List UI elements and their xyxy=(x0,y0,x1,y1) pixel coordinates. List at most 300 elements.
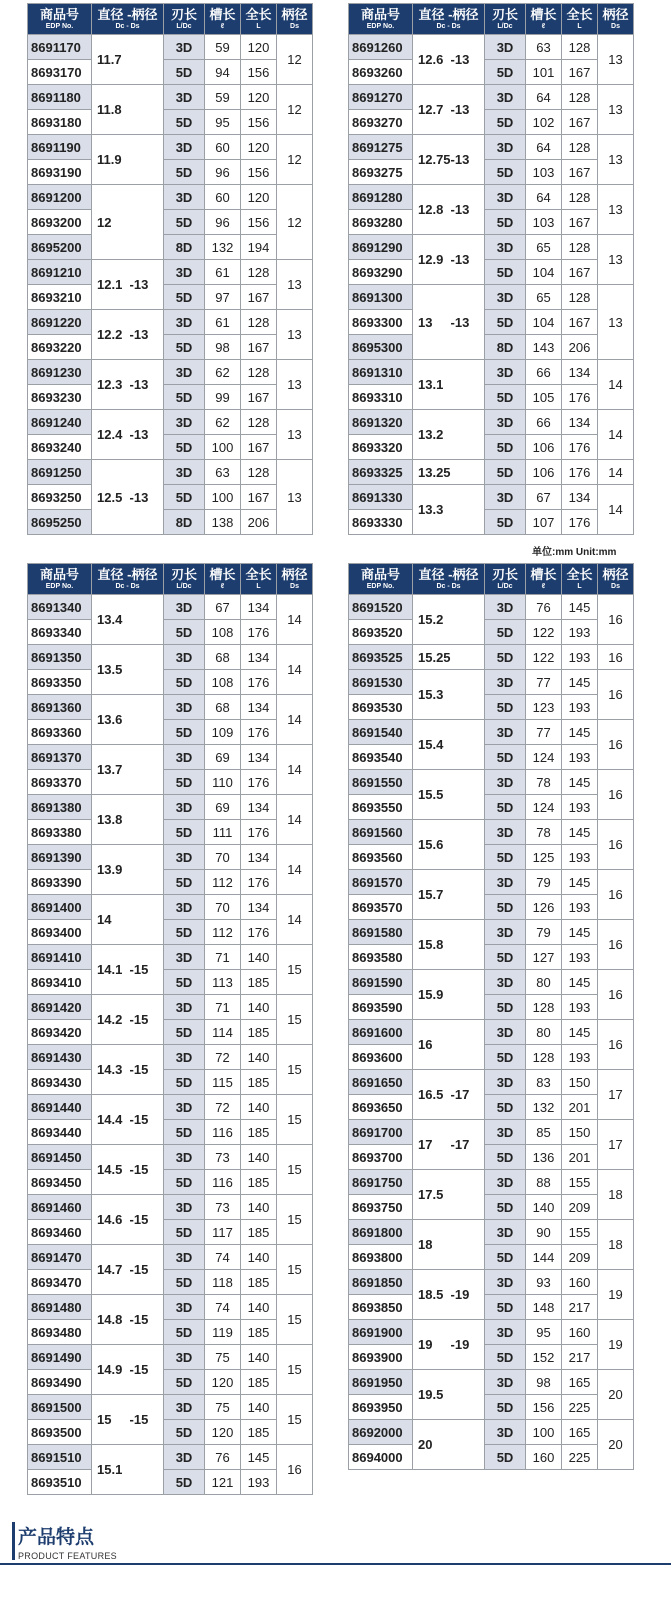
edp-number: 8693410 xyxy=(28,970,92,995)
column-header xyxy=(205,564,241,595)
table-row xyxy=(349,945,634,970)
diameter-cell: 13.9 xyxy=(92,845,164,895)
edp-number: 8693210 xyxy=(28,285,92,310)
overall-length: 165 xyxy=(562,1420,598,1445)
flute-length: 143 xyxy=(526,335,562,360)
flute-length: 77 xyxy=(526,720,562,745)
flute-length: 72 xyxy=(205,1095,241,1120)
edp-number: 8691600 xyxy=(349,1020,413,1045)
flute-length: 74 xyxy=(205,1245,241,1270)
edp-number: 8693230 xyxy=(28,385,92,410)
flute-length: 125 xyxy=(526,845,562,870)
column-header-zh: 全长 xyxy=(566,7,593,22)
shank-diameter: 19 xyxy=(598,1270,634,1320)
table-row xyxy=(28,1070,313,1095)
edp-number: 8693310 xyxy=(349,385,413,410)
edp-number: 8693370 xyxy=(28,770,92,795)
flute-length: 160 xyxy=(526,1445,562,1470)
spec-table-top-right xyxy=(348,3,634,535)
edp-number: 8693480 xyxy=(28,1320,92,1345)
flute-length: 100 xyxy=(205,485,241,510)
edp-number: 8691520 xyxy=(349,595,413,620)
overall-length: 145 xyxy=(241,1445,277,1470)
unit-note: 单位:mm Unit:mm xyxy=(532,547,617,558)
column-header-en: L/Dc xyxy=(176,23,192,30)
length-ratio: 3D xyxy=(164,310,205,335)
shank-diameter: 14 xyxy=(598,360,634,410)
overall-length: 193 xyxy=(562,695,598,720)
length-ratio: 5D xyxy=(485,110,526,135)
overall-length: 134 xyxy=(241,745,277,770)
length-ratio: 3D xyxy=(164,260,205,285)
edp-number: 8693950 xyxy=(349,1395,413,1420)
flute-length: 69 xyxy=(205,795,241,820)
diameter-cell: 12 xyxy=(92,185,164,260)
overall-length: 167 xyxy=(562,260,598,285)
flute-length: 62 xyxy=(205,360,241,385)
flute-length: 122 xyxy=(526,645,562,670)
table-row xyxy=(28,1445,313,1470)
flute-length: 71 xyxy=(205,995,241,1020)
flute-length: 93 xyxy=(526,1270,562,1295)
edp-number: 8691170 xyxy=(28,35,92,60)
overall-length: 185 xyxy=(241,1120,277,1145)
table-row xyxy=(349,820,634,845)
edp-number: 8691530 xyxy=(349,670,413,695)
overall-length: 176 xyxy=(241,620,277,645)
length-ratio: 5D xyxy=(485,510,526,535)
length-ratio: 3D xyxy=(485,1420,526,1445)
column-header-zh: 直径 -柄径 xyxy=(418,567,479,582)
table-row xyxy=(349,620,634,645)
edp-number: 8693900 xyxy=(349,1345,413,1370)
edp-number: 8693530 xyxy=(349,695,413,720)
shank-diameter: 16 xyxy=(598,970,634,1020)
header-row xyxy=(28,4,313,35)
overall-length: 128 xyxy=(562,285,598,310)
shank-diameter: 15 xyxy=(277,1295,313,1345)
diameter-cell: 14 xyxy=(92,895,164,945)
column-header xyxy=(277,564,313,595)
length-ratio: 3D xyxy=(164,795,205,820)
shank-diameter: 16 xyxy=(598,645,634,670)
shank-diameter: 13 xyxy=(598,235,634,285)
edp-number: 8693360 xyxy=(28,720,92,745)
overall-length: 145 xyxy=(562,820,598,845)
overall-length: 194 xyxy=(241,235,277,260)
overall-length: 193 xyxy=(562,1045,598,1070)
table-row xyxy=(349,60,634,85)
column-header xyxy=(485,4,526,35)
overall-length: 185 xyxy=(241,1320,277,1345)
shank-diameter: 14 xyxy=(277,845,313,895)
edp-number: 8691950 xyxy=(349,1370,413,1395)
length-ratio: 5D xyxy=(164,1270,205,1295)
column-header xyxy=(92,564,164,595)
shank-diameter: 18 xyxy=(598,1170,634,1220)
table-row xyxy=(28,485,313,510)
table-row xyxy=(28,720,313,745)
table-row xyxy=(28,410,313,435)
table-row xyxy=(28,1395,313,1420)
table-row xyxy=(349,1270,634,1295)
overall-length: 185 xyxy=(241,1020,277,1045)
flute-length: 95 xyxy=(526,1320,562,1345)
diameter-cell: 13.1 xyxy=(413,360,485,410)
flute-length: 97 xyxy=(205,285,241,310)
overall-length: 150 xyxy=(562,1070,598,1095)
edp-number: 8691900 xyxy=(349,1320,413,1345)
table-row xyxy=(28,920,313,945)
edp-number: 8691850 xyxy=(349,1270,413,1295)
overall-length: 156 xyxy=(241,110,277,135)
flute-length: 69 xyxy=(205,745,241,770)
length-ratio: 5D xyxy=(485,1245,526,1270)
table-row xyxy=(28,285,313,310)
column-header-zh: 全长 xyxy=(566,567,593,582)
flute-length: 60 xyxy=(205,135,241,160)
table-row xyxy=(28,770,313,795)
overall-length: 140 xyxy=(241,1045,277,1070)
table-row xyxy=(349,310,634,335)
overall-length: 140 xyxy=(241,1345,277,1370)
table-row xyxy=(28,845,313,870)
edp-number: 8691330 xyxy=(349,485,413,510)
overall-length: 128 xyxy=(562,135,598,160)
overall-length: 145 xyxy=(562,595,598,620)
overall-length: 134 xyxy=(241,845,277,870)
overall-length: 134 xyxy=(562,410,598,435)
length-ratio: 3D xyxy=(485,135,526,160)
table-row xyxy=(28,1470,313,1495)
shank-diameter: 14 xyxy=(598,410,634,460)
diameter-cell: 11.9 xyxy=(92,135,164,185)
overall-length: 185 xyxy=(241,1170,277,1195)
shank-diameter: 13 xyxy=(277,460,313,535)
table-row xyxy=(349,1370,634,1395)
table-row xyxy=(28,745,313,770)
diameter-cell: 12.3 -13 xyxy=(92,360,164,410)
shank-diameter: 13 xyxy=(598,185,634,235)
flute-length: 124 xyxy=(526,745,562,770)
length-ratio: 5D xyxy=(164,720,205,745)
diameter-cell: 13.3 xyxy=(413,485,485,535)
length-ratio: 3D xyxy=(485,820,526,845)
spec-table-bottom-right xyxy=(348,563,634,1470)
table-row xyxy=(28,260,313,285)
diameter-cell: 12.1 -13 xyxy=(92,260,164,310)
edp-number: 8691480 xyxy=(28,1295,92,1320)
overall-length: 140 xyxy=(241,1195,277,1220)
table-row xyxy=(28,620,313,645)
shank-diameter: 13 xyxy=(598,85,634,135)
edp-number: 8691250 xyxy=(28,460,92,485)
length-ratio: 3D xyxy=(164,460,205,485)
column-header-en: Dc - Ds xyxy=(115,583,140,590)
shank-diameter: 16 xyxy=(598,870,634,920)
diameter-cell: 15.5 xyxy=(413,770,485,820)
edp-number: 8693450 xyxy=(28,1170,92,1195)
shank-diameter: 13 xyxy=(277,310,313,360)
length-ratio: 5D xyxy=(164,820,205,845)
length-ratio: 3D xyxy=(164,1345,205,1370)
edp-number: 8691180 xyxy=(28,85,92,110)
table-row xyxy=(349,1170,634,1195)
table-row xyxy=(28,1220,313,1245)
diameter-cell: 13.7 xyxy=(92,745,164,795)
overall-length: 217 xyxy=(562,1345,598,1370)
diameter-cell: 14.2 -15 xyxy=(92,995,164,1045)
overall-length: 225 xyxy=(562,1395,598,1420)
table-row xyxy=(28,1145,313,1170)
diameter-cell: 12.75-13 xyxy=(413,135,485,185)
edp-number: 8693190 xyxy=(28,160,92,185)
flute-length: 107 xyxy=(526,510,562,535)
overall-length: 128 xyxy=(562,235,598,260)
edp-number: 8693400 xyxy=(28,920,92,945)
overall-length: 134 xyxy=(562,360,598,385)
flute-length: 108 xyxy=(205,620,241,645)
table-row xyxy=(28,60,313,85)
overall-length: 176 xyxy=(241,720,277,745)
overall-length: 128 xyxy=(241,410,277,435)
overall-length: 176 xyxy=(241,920,277,945)
flute-length: 80 xyxy=(526,970,562,995)
shank-diameter: 15 xyxy=(277,1095,313,1145)
diameter-cell: 14.9 -15 xyxy=(92,1345,164,1395)
shank-diameter: 13 xyxy=(277,260,313,310)
diameter-cell: 13.8 xyxy=(92,795,164,845)
overall-length: 145 xyxy=(562,920,598,945)
flute-length: 63 xyxy=(526,35,562,60)
length-ratio: 3D xyxy=(164,35,205,60)
column-header xyxy=(349,564,413,595)
column-header-zh: 刃长 xyxy=(170,7,197,22)
edp-number: 8693440 xyxy=(28,1120,92,1145)
length-ratio: 3D xyxy=(485,1270,526,1295)
column-header-zh: 全长 xyxy=(245,7,272,22)
overall-length: 155 xyxy=(562,1220,598,1245)
edp-number: 8693320 xyxy=(349,435,413,460)
table-row xyxy=(28,210,313,235)
length-ratio: 3D xyxy=(164,1295,205,1320)
column-header xyxy=(413,4,485,35)
flute-length: 95 xyxy=(205,110,241,135)
table-row xyxy=(28,1345,313,1370)
length-ratio: 3D xyxy=(485,1020,526,1045)
table-row xyxy=(28,1420,313,1445)
length-ratio: 3D xyxy=(164,185,205,210)
table-row xyxy=(349,1320,634,1345)
shank-diameter: 16 xyxy=(598,1020,634,1070)
flute-length: 106 xyxy=(526,435,562,460)
diameter-cell: 12.7 -13 xyxy=(413,85,485,135)
table-row xyxy=(349,895,634,920)
shank-diameter: 20 xyxy=(598,1420,634,1470)
column-header-zh: 刃长 xyxy=(491,7,518,22)
length-ratio: 3D xyxy=(164,1045,205,1070)
edp-number: 8691290 xyxy=(349,235,413,260)
length-ratio: 5D xyxy=(485,1345,526,1370)
length-ratio: 5D xyxy=(485,1145,526,1170)
edp-number: 8693850 xyxy=(349,1295,413,1320)
flute-length: 138 xyxy=(205,510,241,535)
diameter-cell: 15.7 xyxy=(413,870,485,920)
column-header-zh: 商品号 xyxy=(39,7,79,22)
flute-length: 67 xyxy=(526,485,562,510)
table-row xyxy=(349,795,634,820)
heading-accent-bar xyxy=(12,1522,15,1560)
length-ratio: 5D xyxy=(485,645,526,670)
length-ratio: 3D xyxy=(164,895,205,920)
flute-length: 121 xyxy=(205,1470,241,1495)
diameter-cell: 12.4 -13 xyxy=(92,410,164,460)
edp-number: 8693390 xyxy=(28,870,92,895)
length-ratio: 3D xyxy=(485,1070,526,1095)
column-header-en: L xyxy=(256,23,261,30)
table-row xyxy=(349,1295,634,1320)
column-header-en: ℓ xyxy=(541,23,546,30)
flute-length: 94 xyxy=(205,60,241,85)
table-row xyxy=(28,670,313,695)
flute-length: 74 xyxy=(205,1295,241,1320)
flute-length: 115 xyxy=(205,1070,241,1095)
flute-length: 156 xyxy=(526,1395,562,1420)
overall-length: 165 xyxy=(562,1370,598,1395)
edp-number: 8691510 xyxy=(28,1445,92,1470)
diameter-cell: 19.5 xyxy=(413,1370,485,1420)
flute-length: 75 xyxy=(205,1345,241,1370)
column-header-zh: 刃长 xyxy=(170,567,197,582)
flute-length: 136 xyxy=(526,1145,562,1170)
overall-length: 193 xyxy=(562,895,598,920)
overall-length: 193 xyxy=(562,745,598,770)
flute-length: 100 xyxy=(205,435,241,460)
length-ratio: 3D xyxy=(485,920,526,945)
shank-diameter: 16 xyxy=(598,670,634,720)
table-row xyxy=(349,210,634,235)
shank-diameter: 16 xyxy=(598,595,634,645)
shank-diameter: 12 xyxy=(277,135,313,185)
overall-length: 209 xyxy=(562,1245,598,1270)
column-header-en: EDP No. xyxy=(366,23,395,30)
flute-length: 64 xyxy=(526,85,562,110)
table-row xyxy=(28,460,313,485)
edp-number: 8693650 xyxy=(349,1095,413,1120)
length-ratio: 5D xyxy=(164,435,205,460)
length-ratio: 3D xyxy=(164,595,205,620)
diameter-cell: 12.5 -13 xyxy=(92,460,164,535)
edp-number: 8691470 xyxy=(28,1245,92,1270)
column-header-zh: 直径 -柄径 xyxy=(97,7,158,22)
overall-length: 193 xyxy=(562,845,598,870)
edp-number: 8693580 xyxy=(349,945,413,970)
edp-number: 8691275 xyxy=(349,135,413,160)
table-row xyxy=(349,1445,634,1470)
spec-table-top-left xyxy=(27,3,313,535)
column-header xyxy=(598,564,634,595)
table-row xyxy=(349,1120,634,1145)
edp-number: 8693170 xyxy=(28,60,92,85)
flute-length: 114 xyxy=(205,1020,241,1045)
flute-length: 104 xyxy=(526,260,562,285)
length-ratio: 5D xyxy=(164,1470,205,1495)
shank-diameter: 14 xyxy=(598,485,634,535)
diameter-cell: 12.9 -13 xyxy=(413,235,485,285)
edp-number: 8693200 xyxy=(28,210,92,235)
column-header xyxy=(485,564,526,595)
length-ratio: 5D xyxy=(164,1020,205,1045)
table-row xyxy=(349,1095,634,1120)
length-ratio: 5D xyxy=(485,60,526,85)
length-ratio: 3D xyxy=(485,720,526,745)
column-header-en: EDP No. xyxy=(366,583,395,590)
table-row xyxy=(28,385,313,410)
shank-diameter: 15 xyxy=(277,945,313,995)
flute-length: 108 xyxy=(205,670,241,695)
table-row xyxy=(349,510,634,535)
features-title-en: PRODUCT FEATURES xyxy=(18,1551,117,1561)
overall-length: 206 xyxy=(241,510,277,535)
flute-length: 104 xyxy=(526,310,562,335)
length-ratio: 3D xyxy=(485,235,526,260)
table-row xyxy=(349,260,634,285)
length-ratio: 5D xyxy=(485,160,526,185)
table-row xyxy=(349,970,634,995)
length-ratio: 5D xyxy=(485,1195,526,1220)
flute-length: 88 xyxy=(526,1170,562,1195)
column-header xyxy=(598,4,634,35)
table-row xyxy=(28,695,313,720)
edp-number: 8693270 xyxy=(349,110,413,135)
flute-length: 66 xyxy=(526,360,562,385)
flute-length: 66 xyxy=(526,410,562,435)
length-ratio: 5D xyxy=(164,385,205,410)
edp-number: 8691420 xyxy=(28,995,92,1020)
length-ratio: 5D xyxy=(164,110,205,135)
table-row xyxy=(28,1095,313,1120)
column-header-zh: 柄径 xyxy=(281,567,308,582)
length-ratio: 5D xyxy=(164,285,205,310)
overall-length: 176 xyxy=(241,870,277,895)
table-row xyxy=(28,645,313,670)
shank-diameter: 16 xyxy=(598,820,634,870)
overall-length: 155 xyxy=(562,1170,598,1195)
edp-number: 8693750 xyxy=(349,1195,413,1220)
shank-diameter: 15 xyxy=(277,1145,313,1195)
edp-number: 8693520 xyxy=(349,620,413,645)
edp-number: 8693180 xyxy=(28,110,92,135)
table-row xyxy=(349,335,634,360)
length-ratio: 3D xyxy=(485,595,526,620)
shank-diameter: 17 xyxy=(598,1070,634,1120)
edp-number: 8693490 xyxy=(28,1370,92,1395)
length-ratio: 3D xyxy=(164,645,205,670)
overall-length: 156 xyxy=(241,60,277,85)
edp-number: 8691320 xyxy=(349,410,413,435)
flute-length: 71 xyxy=(205,945,241,970)
overall-length: 185 xyxy=(241,1220,277,1245)
column-header xyxy=(241,4,277,35)
table-row xyxy=(28,35,313,60)
overall-length: 134 xyxy=(562,485,598,510)
column-header-en: Ds xyxy=(611,583,620,590)
table-row xyxy=(349,1070,634,1095)
table-row xyxy=(349,695,634,720)
shank-diameter: 12 xyxy=(277,185,313,260)
table-row xyxy=(28,970,313,995)
flute-length: 132 xyxy=(526,1095,562,1120)
